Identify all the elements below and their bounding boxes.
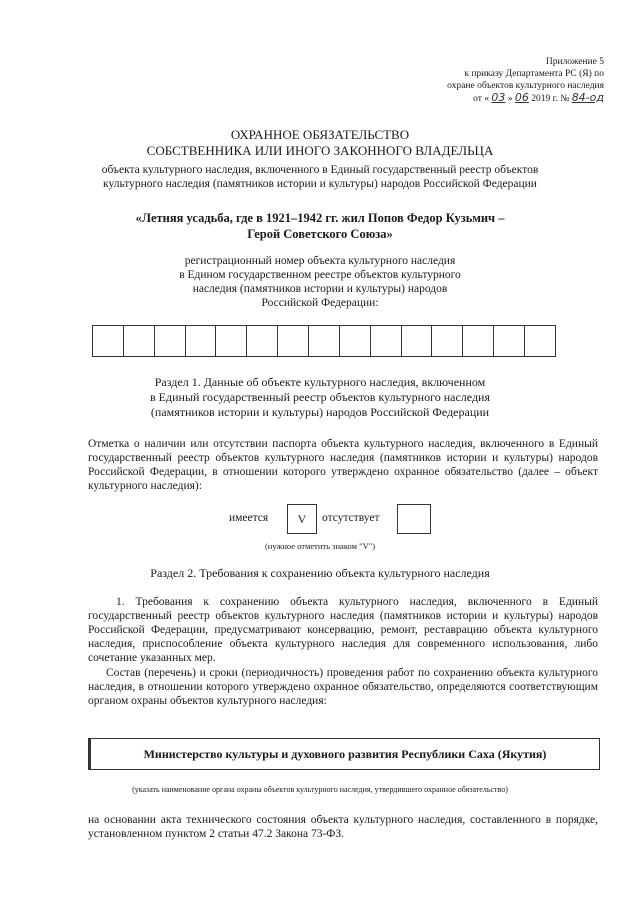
object-name-line2: Герой Советского Союза»: [247, 227, 393, 241]
date-year: 2019 г. №: [531, 94, 570, 104]
organ-note: (указать наименование органа охраны объектов культурного наследия, утвердившего охранное обязательство): [132, 785, 508, 794]
registration-line1: регистрационный номер объекта культурного наследия: [184, 255, 456, 267]
passport-note: (нужное отметить знаком "V"): [264, 541, 376, 551]
date-day: 03: [491, 91, 506, 104]
registration-line4: Российской Федерации:: [261, 297, 379, 309]
reg-cell[interactable]: [525, 326, 555, 356]
reg-cell[interactable]: [432, 326, 463, 356]
appendix-block: [374, 56, 604, 105]
section2-heading: Раздел 2. Требования к сохранению объекта культурного наследия: [150, 566, 490, 580]
passport-present-checkbox[interactable]: V: [287, 504, 317, 534]
appendix-line2: к приказу Департамента РС (Я) по: [464, 69, 604, 79]
order-number: 84-од: [571, 91, 604, 104]
document-title: [0, 127, 640, 159]
reg-cell[interactable]: [124, 326, 155, 356]
passport-paragraph: Отметка о наличии или отсутствии паспорта объекта культурного наследия, включенного в Единый государственный реестр объектов культурного наследия (памятников истории и культуры) народов Российской Федерации, в отношении которого утверждено охранное обязательство (далее – объект культурного наследия):: [88, 438, 598, 492]
section1-heading: [0, 375, 640, 420]
passport-absent-checkbox[interactable]: [397, 504, 431, 534]
date-month: 06: [514, 91, 529, 104]
date-prefix: от «: [473, 94, 490, 104]
reg-cell[interactable]: [463, 326, 494, 356]
reg-cell[interactable]: [494, 326, 525, 356]
scope-paragraph: Состав (перечень) и сроки (периодичность) проведения работ по сохранению объекта культурного наследия, в отношении которого утверждено охранное обязательство, определяются соответствующим органом охраны объектов культурного наследия:: [88, 667, 598, 707]
title-line1: ОХРАННОЕ ОБЯЗАТЕЛЬСТВО: [230, 127, 410, 142]
object-name: [0, 210, 640, 242]
reg-cell[interactable]: [371, 326, 402, 356]
reg-cell[interactable]: [402, 326, 433, 356]
reg-cell[interactable]: [309, 326, 340, 356]
document-subtitle: [0, 163, 640, 191]
registration-number-boxes[interactable]: [92, 325, 556, 357]
date-mid: »: [507, 94, 513, 104]
appendix-date: [374, 92, 604, 105]
basis-paragraph: на основании акта технического состояния объекта культурного наследия, составленного в порядке, установленном пунктом 2 статьи 47.2 Закона 73-ФЗ.: [88, 814, 598, 840]
reg-cell[interactable]: [340, 326, 371, 356]
appendix-line1: Приложение 5: [545, 57, 604, 67]
reg-cell[interactable]: [278, 326, 309, 356]
registration-label: [0, 254, 640, 310]
reg-cell[interactable]: [93, 326, 124, 356]
reg-cell[interactable]: [155, 326, 186, 356]
passport-absent-label: отсутствует: [322, 512, 380, 524]
title-line4: культурного наследия (памятников истории и культуры) народов Российской Федерации: [103, 178, 537, 190]
reg-cell[interactable]: [186, 326, 217, 356]
section1-line3: (памятников истории и культуры) народов Российской Федерации: [150, 405, 490, 419]
registration-line3: наследия (памятников истории и культуры) народов: [192, 283, 448, 295]
reg-cell[interactable]: [216, 326, 247, 356]
section1-line1: Раздел 1. Данные об объекте культурного наследия, включенном: [154, 375, 486, 389]
registration-line2: в Едином государственном реестре объектов культурного: [179, 269, 461, 281]
title-line2: СОБСТВЕННИКА ИЛИ ИНОГО ЗАКОННОГО ВЛАДЕЛЬЦА: [146, 143, 494, 158]
appendix-line3: охране объектов культурного наследия: [447, 81, 604, 91]
object-name-line1: «Летняя усадьба, где в 1921–1942 гг. жил Попов Федор Кузьмич –: [135, 211, 505, 225]
passport-present-label: имеется: [229, 512, 269, 524]
section1-line2: в Единый государственный реестр объектов культурного наследия: [150, 390, 490, 404]
title-line3: объекта культурного наследия, включенного в Единый государственный реестр объектов: [101, 164, 539, 176]
requirements-paragraph: 1. Требования к сохранению объекта культурного наследия, включенного в Единый государственный реестр объектов культурного наследия (памятников истории и культуры) народов Российской Федерации, предусматривают консервацию, ремонт, реставрацию объекта культурного наследия, приспособление объекта культурного наследия для современного использования, либо сочетание указанных мер.: [88, 596, 598, 664]
organ-name-field[interactable]: Министерство культуры и духовного развития Республики Саха (Якутия): [88, 738, 600, 770]
passport-checkboxes: [0, 504, 640, 532]
reg-cell[interactable]: [247, 326, 278, 356]
